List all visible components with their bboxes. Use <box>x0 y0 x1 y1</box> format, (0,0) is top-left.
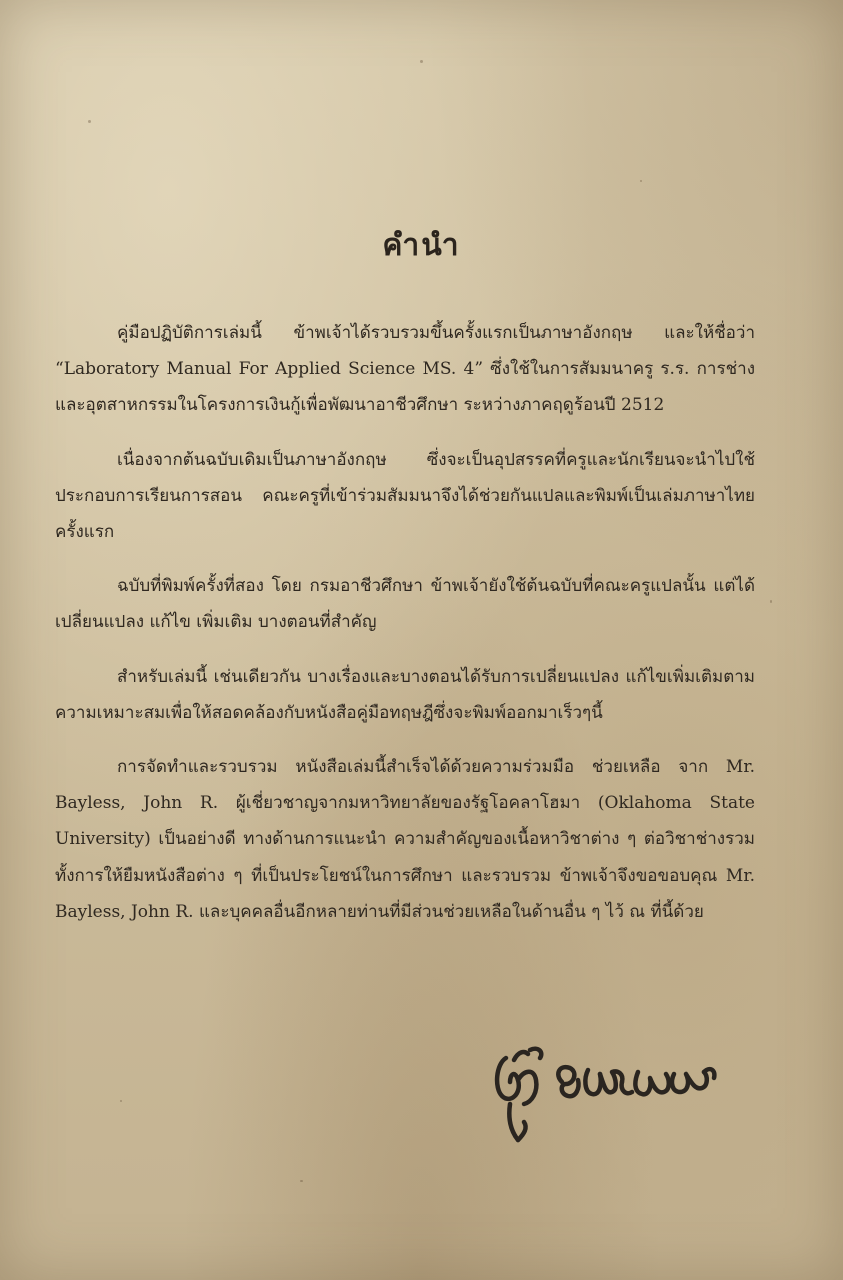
paper-speck <box>300 1180 303 1182</box>
paragraph-4: สำหรับเล่มนี้ เช่นเดียวกัน บางเรื่องและบางตอนได้รับการเปลี่ยนแปลง แก้ไขเพิ่มเติมตามความเหมาะสมเพื่อให้สอดคล้องกับหนังสือคู่มือทฤษฎีซึ่งจะพิมพ์ออกมาเร็วๆนี้ <box>55 666 755 723</box>
paragraph-2: เนื่องจากต้นฉบับเดิมเป็นภาษาอังกฤษ ซึ่งจะเป็นอุปสรรคที่ครูและนักเรียนจะนำไปใช้ประกอบการเรียนการสอน คณะครูที่เข้าร่วมสัมมนาจึงได้ช่วยกันแปลและพิมพ์เป็นเล่มภาษาไทยครั้งแรก <box>55 449 755 543</box>
paragraph-1: คู่มือปฏิบัติการเล่มนี้ ข้าพเจ้าได้รวบรวมขึ้นครั้งแรกเป็นภาษาอังกฤษ และให้ชื่อว่า “Laboratory Manual For Applied Science MS. 4” ซึ่งใช้ในการสัมมนาครู ร.ร. การช่างและอุตสาหกรรมในโครงการเงินกู้เพื่อพัฒนาอาชีวศึกษา ระหว่างภาคฤดูร้อนปี 2512 <box>55 323 755 416</box>
paragraph-5: การจัดทำและรวบรวม หนังสือเล่มนี้สำเร็จได้ด้วยความร่วมมือ ช่วยเหลือ จาก Mr. Bayless, John R. ผู้เชี่ยวชาญจากมหาวิทยาลัยของรัฐโอคลาโฮมา (Oklahoma State University) เป็นอย่างดี ทางด้านการแนะนำ ความสำคัญของเนื้อหาวิชาต่าง ๆ ต่อวิชาช่างรวมทั้งการให้ยืมหนังสือต่าง ๆ ที่เป็นประโยชน์ในการศึกษา และรวบรวม ข้าพเจ้าจึงขอขอบคุณ Mr. Bayless, John R. และบุคคลอื่นอีกหลายท่านที่มีส่วนช่วยเหลือในด้านอื่น ๆ ไว้ ณ ที่นี้ด้วย <box>55 757 755 922</box>
body-text <box>55 315 755 948</box>
page-title: คำนำ <box>382 228 461 263</box>
paper-speck <box>770 600 772 603</box>
handwritten-signature <box>488 1030 723 1150</box>
paper-speck <box>120 1100 122 1102</box>
paper-speck <box>640 180 642 182</box>
paper-speck <box>420 60 423 63</box>
paper-speck <box>88 120 91 123</box>
paragraph-3: ฉบับที่พิมพ์ครั้งที่สอง โดย กรมอาชีวศึกษา ข้าพเจ้ายังใช้ต้นฉบับที่คณะครูแปลนั้น แต่ได้เปลี่ยนแปลง แก้ไข เพิ่มเติม บางตอนที่สำคัญ <box>55 576 755 633</box>
